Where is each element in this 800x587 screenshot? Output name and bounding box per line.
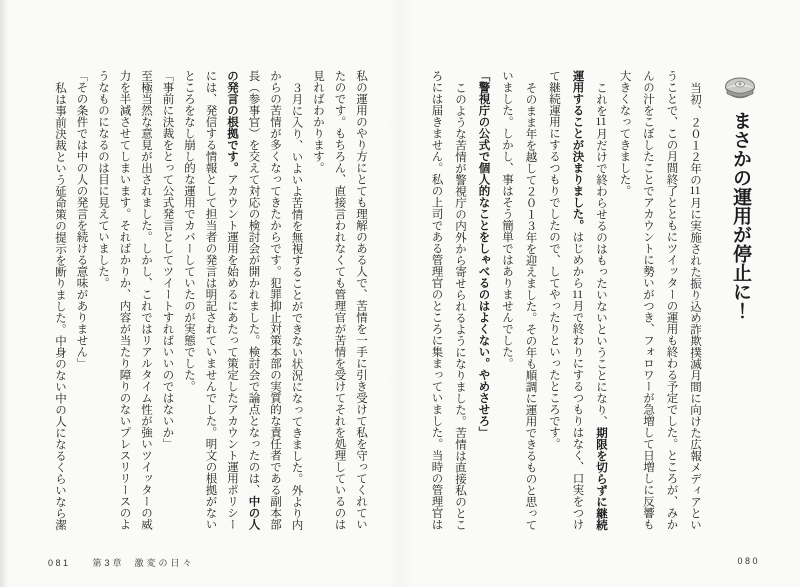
running-footer [48, 556, 195, 569]
chapter-title: 激変の日々 [134, 558, 195, 568]
paragraph-r4-quote [471, 70, 495, 538]
text-run: 月に実施された振り込め詐欺撲滅月間に向けた広報メディアということで、この月間終了とともにツイッターの運用も終わる予定でした。ところが、みかんの汁をこぼしたことでアカウントに勢いがつき、フォロワーが急増して日増しに反響も大きくなってきました。 [618, 70, 701, 530]
text-run: ３月に入り、いよいよ苦情を無視することができない状況になってきました。外より内からの苦情が多くなってきたからです。犯罪抑止対策本部の実質的な責任者である副本部長（参事官）を交えて対応の検討会が開かれました。検討会で論点となったのは、 [247, 70, 303, 530]
text-run: 月だけで終わらせるのはもったいないということになり、 [595, 127, 607, 427]
page-081-text [45, 70, 371, 538]
paragraph-r2 [542, 70, 613, 538]
text-run: 私は事前決裁という延命策の提示を断りました。中身のない中の人になるくらいなら潔 [54, 81, 66, 530]
paragraph-l5-quote [70, 70, 92, 538]
section-title: まさかの運用が停止に！ [730, 111, 751, 320]
paragraph-r1 [612, 70, 706, 538]
paragraph-l4 [92, 70, 157, 538]
text-run: アカウント運用を始めるにあたって策定したアカウント運用ポリシーには、発信する情報として担当者の発言は明記されていませんでした。明文の根拠がないところをなし崩し的な運用でカバーしていたのが実態でした。 [183, 70, 238, 530]
text-run-emphasis: 中の人の発言の根拠です。 [226, 70, 260, 530]
paragraph-l1 [307, 70, 372, 538]
chapter-label: 第3章 [92, 558, 125, 568]
text-run: これを [595, 81, 607, 116]
text-run: 「その条件では中の人の発言を続ける意味がありません」 [75, 70, 88, 369]
page-number-right: 080 [737, 556, 760, 566]
text-run-tcy: 11 [689, 185, 701, 197]
text-run: 月で終わりにするつもりはなく、口実をつけて継続運用にするつもりでしたので、してやったりといったところです。 [548, 70, 584, 530]
police-cap-icon [723, 76, 757, 102]
paragraph-l6 [49, 70, 71, 538]
page-number-left: 081 [48, 558, 71, 568]
text-run-emphasis: 期限を切らずに継続運用することが決まりました。 [571, 70, 607, 530]
paragraph-l2 [178, 70, 307, 538]
page-edge-shadow [0, 0, 8, 587]
paragraph-l3-quote [156, 70, 178, 538]
text-run-tcy: 11 [571, 288, 584, 300]
page-080-text [406, 70, 760, 538]
text-run: そのまま年を越して２０１３年を迎えました。その年も順調に運用できるものと思っていました。しかし、事はそう簡単ではありませんでした。 [501, 70, 537, 530]
section-heading [720, 70, 760, 538]
text-run: 私の運用のやり方にとても理解のある人で、苦情を一手に引き受けて私を守ってくれていたのです。もちろん、直接言われなくても管理官が苦情を受けてそれを処理しているのは見ればわかります。 [312, 70, 367, 530]
text-run: 「事前に決裁をとって公式発言としてツイートすればいいのではないか」 [161, 70, 174, 450]
text-run-emphasis: 「警視庁の公式で個人的なことをしゃべるのはよくない。やめさせろ」 [477, 70, 490, 438]
paragraph-r5 [424, 70, 471, 538]
text-run: はじめから [571, 231, 584, 289]
text-run-tcy: 11 [595, 116, 607, 128]
text-run: 至極当然な意見が出されました。しかし、これではリアルタイム性が強いツイッターの威力を半減させてしまいます。そればかりか、内容が当たり障りのないプレスリリースのようなものになるのは目に見えていました。 [97, 70, 152, 530]
text-run: このような苦情が警視庁の内外から寄せられるようになりました。苦情は直接私のところには届きません。私の上司である管理官のところに集まっていました。当時の管理官は [430, 70, 466, 530]
text-run: 当初、２０１２年の [689, 81, 701, 185]
paragraph-r3 [495, 70, 542, 538]
